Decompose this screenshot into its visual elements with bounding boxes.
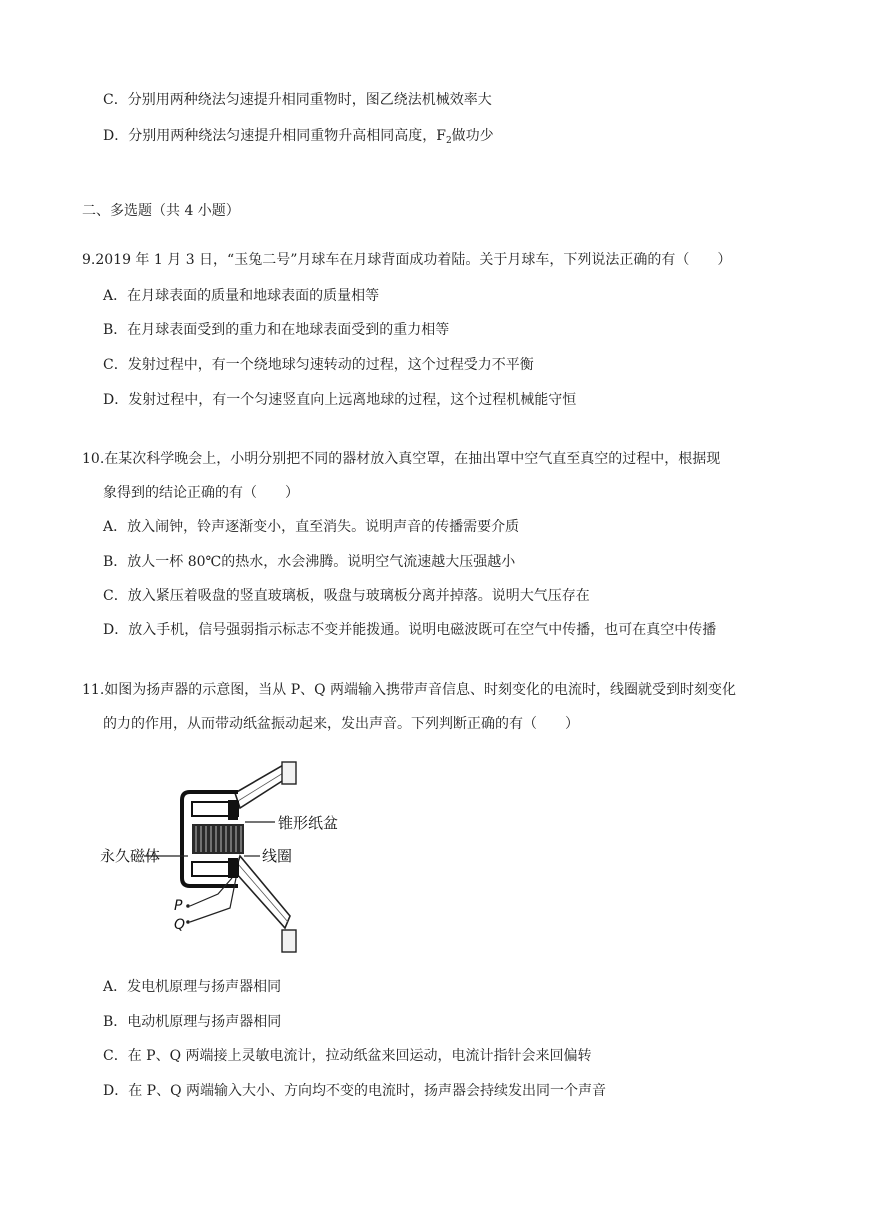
question-11-option-a: A．发电机原理与扬声器相同 [103, 979, 282, 995]
label-cone: 锥形纸盆 [278, 814, 339, 832]
question-11-option-d: D．在 P、Q 两端输入大小、方向均不变的电流时，扬声器会持续发出同一个声音 [103, 1083, 607, 1099]
coil-lower-winding [228, 858, 238, 878]
cone-upper-inner [238, 770, 288, 801]
question-9-stem: 9.2019 年 1 月 3 日，“玉兔二号”月球车在月球背面成功着陆。关于月球车，下列说法正确的有（ ） [82, 252, 732, 268]
option-d-prev-subscript: 2 [445, 136, 452, 146]
section-title: 二、多选题（共 4 小题） [82, 203, 240, 219]
label-q: Q [174, 917, 186, 933]
label-magnet: 永久磁体 [100, 847, 161, 865]
question-10-option-c: C．放入紧压着吸盘的竖直玻璃板，吸盘与玻璃板分离并掉落。说明大气压存在 [103, 588, 590, 604]
label-p: P [174, 898, 183, 914]
question-11-option-b: B．电动机原理与扬声器相同 [103, 1014, 282, 1030]
terminal-p [186, 904, 190, 908]
question-11-stem: 11.如图为扬声器的示意图，当从 P、Q 两端输入携带声音信息、时刻变化的电流时，线圈就受到时刻变化 [82, 682, 737, 698]
question-10-option-d: D．放入手机，信号强弱指示标志不变并能拨通。说明电磁波既可在空气中传播，也可在真空中传播 [103, 622, 717, 638]
question-11-stem-cont: 的力的作用，从而带动纸盆振动起来，发出声音。下列判断正确的有（ ） [103, 716, 579, 732]
question-9-option-c: C．发射过程中，有一个绕地球匀速转动的过程，这个过程受力不平衡 [103, 357, 534, 373]
option-d-prev-text: D．分别用两种绕法匀速提升相同重物升高相同高度，F [103, 128, 446, 144]
coil-upper-winding [228, 800, 238, 820]
question-9-option-a: A．在月球表面的质量和地球表面的质量相等 [103, 288, 380, 304]
cone-top-rim [282, 762, 296, 784]
cone-bottom-rim [282, 930, 296, 952]
question-10-option-a: A．放入闹钟，铃声逐渐变小，直至消失。说明声音的传播需要介质 [103, 519, 520, 535]
loudspeaker-diagram [100, 746, 350, 964]
option-c-prev: C．分别用两种绕法匀速提升相同重物时，图乙绕法机械效率大 [103, 92, 492, 108]
question-10-stem: 10.在某次科学晚会上，小明分别把不同的器材放入真空罩，在抽出罩中空气直至真空的过程中，根据现 [82, 451, 721, 467]
question-9-option-d: D．发射过程中，有一个匀速竖直向上远离地球的过程，这个过程机械能守恒 [103, 392, 577, 408]
label-coil: 线圈 [262, 847, 293, 865]
question-11-option-c: C．在 P、Q 两端接上灵敏电流计，拉动纸盆来回运动，电流计指针会来回偏转 [103, 1048, 592, 1064]
option-d-prev [103, 126, 494, 151]
question-10-stem-cont: 象得到的结论正确的有（ ） [103, 485, 299, 501]
option-d-prev-tail: 做功少 [451, 128, 494, 144]
cone-lower-inner [238, 864, 288, 922]
loudspeaker-svg [100, 746, 350, 964]
question-9-option-b: B．在月球表面受到的重力和在地球表面受到的重力相等 [103, 322, 450, 338]
question-10-option-b: B．放人一杯 80℃的热水，水会沸腾。说明空气流速越大压强越小 [103, 554, 516, 570]
terminal-q [186, 920, 190, 924]
wire-p [190, 878, 232, 906]
